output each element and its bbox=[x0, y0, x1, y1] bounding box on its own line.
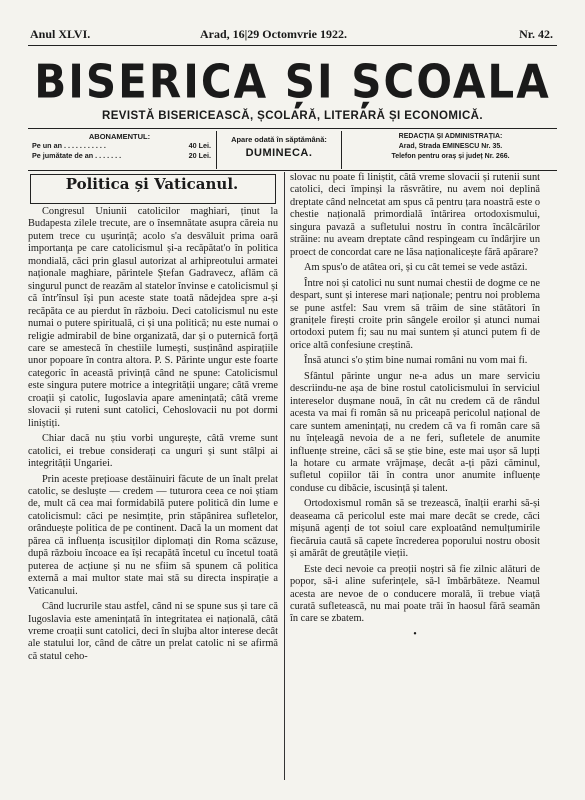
paragraph: Congresul Uniunii catolicilor maghiari, ținut la Budapesta zilele trecute, are o însemnătate asupra căreia nu putem trece cu ușurință; acolo s'a desvăluit prima oară importanța pe care catolicismul și-a recăpătat'o în politica mondială, căci prin glasul autorizat al arhipreotului armatei naționale maghiare, părintele Ștefan Gadravecz, aflăm că singurul punct de reazăm al statelor învinse e catolicismul și că într'însul își pun aceste state toată nădejdea spre a-și recăpăta ce au pierdut în războiu. Deci catolicismul nu este numai o putere spirituală, ci și una politică; nu este numai o religie admirabil de bine organizată, dar și o puternică forță care se amestecă în chestiile lumești, susținând aspirațiile unor popoare în contra altora. P. S. Părinte ungur este foarte categoric în această privință când ne spune: Catolicismul este singura putere motrice a integrității ungare; câtă vreme croații și catolic, Iugoslavia apare amenințată; câtă vreme slovacii și ruteni sunt catolici, Cehoslovacii nu pot dormi liniștiți. bbox=[28, 206, 278, 429]
left-column bbox=[28, 172, 278, 666]
paragraph: Prin aceste prețioase destăinuiri făcute de un înalt prelat catolic, se desluște — credem — tuturora ceea ce noi știam de, mult că cea mai formidabilă putere politică din lume e catolicismul: căci pe nesimțite, prin stăpânirea sufletelor, orânduește politica de pe continent. Dacă la un moment dat părea că influența iscusiților diplomați din Roma scăzuse, după războiu încoace ea își recapătă încetul cu încetul toată puterea de acțiune și nu ne sfiim să spunem că politica externă a mai multor state mai stă su directa inspirație a Vaticanului. bbox=[28, 473, 278, 597]
infobar-bottom-rule bbox=[28, 170, 557, 171]
paragraph: Însă atunci s'o știm bine numai români nu vom mai fi. bbox=[304, 355, 528, 367]
schedule-heading: Apare odată în săptămână: bbox=[231, 135, 327, 144]
paragraph: Ortodoxismul român să se trezească, înalții erarhi să-și deaseama că pericolul este mai mare decât se crede, căci mișună agenți de tot soiul care exploatând nemulțumirile fiecăruia caută să capete încrederea poporului nostru obosit și amărât de greutățile vieții. bbox=[290, 498, 540, 560]
subscription-label: Pe jumătate de an . . . . . . . bbox=[32, 151, 122, 160]
paragraph: Între noi și catolici nu sunt numai chestii de dogme ce ne despart, sunt și interese mari naționale; pentru noi problema se pune astfel: Sau vrem să trăim de sine stătători în granițele firești croite prin sângele eroilor și atunci numai ortodoxi putem fi; sau nu mai suntem și atunci putem fi de orice altă confesiune creștină. bbox=[290, 277, 540, 351]
paragraph: Am spus'o de atâtea ori, și cu cât temei se vede astăzi. bbox=[304, 262, 528, 274]
paragraph: Chiar dacă nu știu vorbi ungurește, câtă vreme sunt catolici, ei trebue considerați ca unguri și sunt stâlpi ai integrității Ungariei. bbox=[28, 433, 278, 470]
paragraph: Este deci nevoie ca preoții noștri să fie zilnic alături de popor, să-i aline suferințele, să-l îmbărbăteze. Neamul acesta are nevoe de o conducere morală, îi trebue viață curată sufletească, nu mai poate trăi în haosul fără seamăn în care se zbatem. bbox=[290, 563, 540, 625]
article-body bbox=[28, 172, 558, 787]
end-mark: • bbox=[413, 628, 417, 640]
issue-number: Nr. 42. bbox=[519, 27, 553, 41]
subscription-label: Pe un an . . . . . . . . . . . bbox=[32, 141, 106, 150]
editorial-phone: Telefon pentru oraș și județ Nr. 266. bbox=[391, 153, 510, 160]
editorial-heading: REDACȚIA ȘI ADMINISTRAȚIA: bbox=[398, 133, 503, 140]
subscription-row bbox=[32, 141, 211, 151]
paragraph: Sfântul părinte ungur ne-a adus un mare serviciu descriindu-ne așa de bine rostul catolicismului în serviciul intereselor dușmane nouă, în cât nu credem că de rândul acesta va mai fi român să nu priceapă pericolul național de care suntem amenințați, nu credem că va fi român care să nu înțeleagă nevoia de a ne feri, sufletele de anumite influențe streine, căci să se știe bine, este mai ușor să lupți la hotare cu armate vrăjmașe, decât a-ți păzi căminul, sufletul copiilor tăi în contra unor anumite influențe conduse cu dibăcie, iscusință și talent. bbox=[290, 370, 540, 494]
editorial-address: Arad, Strada EMINESCU Nr. 35. bbox=[398, 143, 503, 150]
subscription-value: 20 Lei. bbox=[188, 151, 211, 160]
top-rule bbox=[28, 45, 557, 46]
infobar-top-rule bbox=[28, 128, 557, 129]
article-title: Politica și Vaticanul. bbox=[65, 175, 239, 193]
article-title-box bbox=[30, 172, 274, 206]
paragraph: slovac nu poate fi liniștit, câtă vreme slovacii și rutenii sunt catolici, deci împinși la răsvrătire, nu avem noi deplină dreptate când nelncetat am spus că pentru țara noastră este o chestie națională primordială întărirea ortodoxismului, singura pavază a sufletului nostru în contra încălcărilor străine: nu aveam dreptate când respingeam cu îndârjire un proect de concordat care ne lăsa naționalicește fără apărare? bbox=[290, 172, 540, 258]
schedule-day: DUMINECA. bbox=[245, 147, 313, 159]
masthead-title: BISERICA ȘI ȘCOALA bbox=[34, 54, 551, 109]
subscription-value: 40 Lei. bbox=[188, 141, 211, 150]
subscription-heading: ABONAMENTUL: bbox=[88, 132, 151, 141]
dateline: Arad, 16|29 Octomvrie 1922. bbox=[200, 27, 347, 41]
subscription-row bbox=[32, 151, 211, 161]
masthead-subtitle: REVISTĂ BISERICEASCĂ, ȘCOLARĂ, LITERARĂ ȘI ECONOMICĂ. bbox=[102, 110, 483, 122]
info-bar bbox=[28, 131, 557, 169]
editorial-box bbox=[344, 131, 557, 169]
subscription-box bbox=[28, 131, 211, 169]
right-column bbox=[290, 172, 540, 641]
schedule-box bbox=[216, 131, 342, 169]
paragraph: Când lucrurile stau astfel, când ni se spune sus și tare că Iugoslavia este amenințată în integritatea ei națională, câtă vreme croații sunt catolici, deci în slujba altor interese decât ale statului lor, când de către un prelat catolic ni se afirmă că statul ceho- bbox=[28, 601, 278, 662]
header-line bbox=[30, 27, 553, 43]
year-label: Anul XLVI. bbox=[30, 27, 91, 41]
